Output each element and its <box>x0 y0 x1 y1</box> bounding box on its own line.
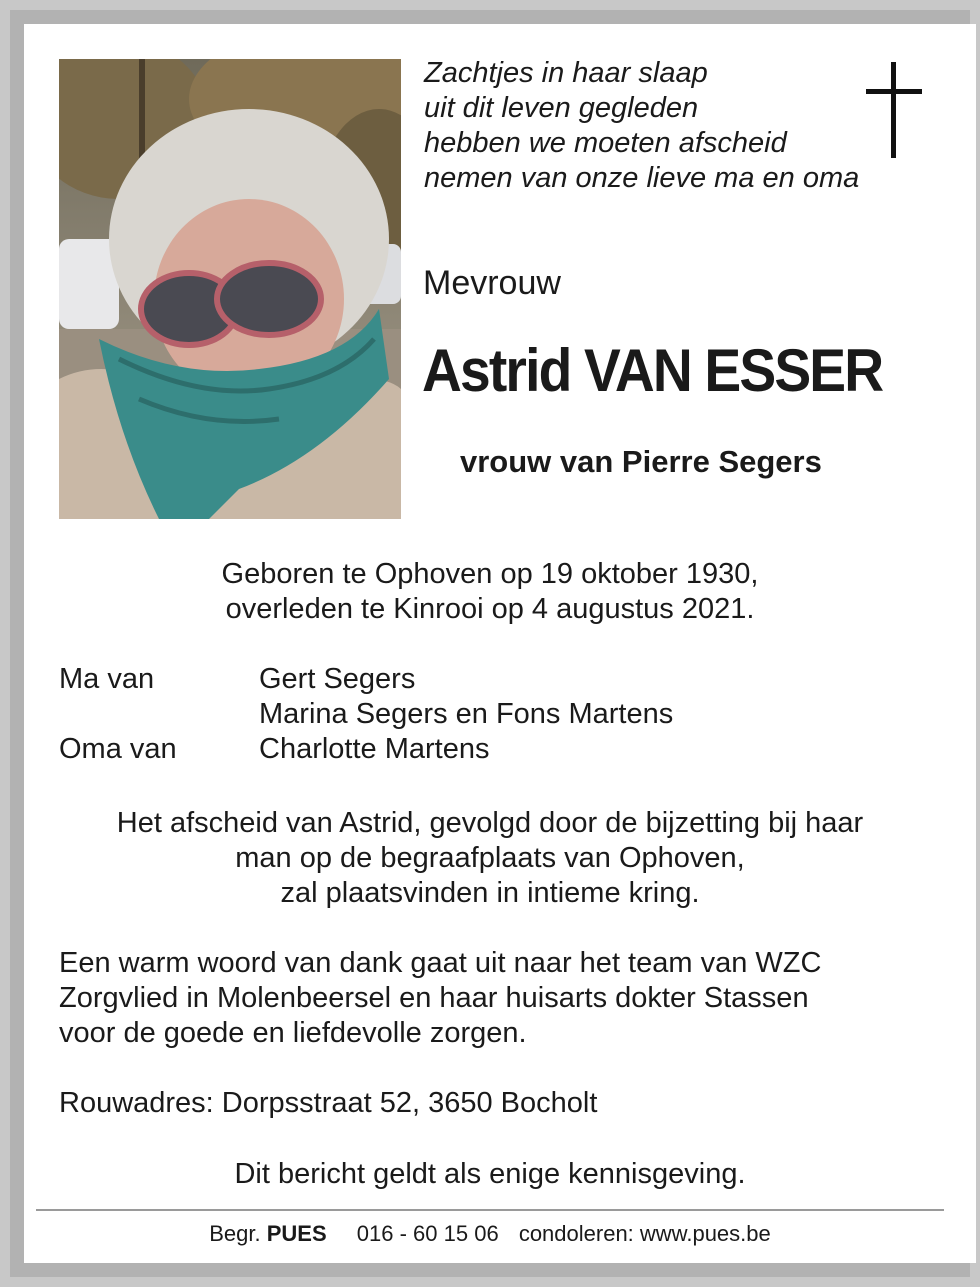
thanks-line: Zorgvlied in Molenbeersel en haar huisarts dokter Stassen <box>59 982 809 1014</box>
undertaker-prefix: Begr. <box>209 1221 261 1246</box>
thanks-line: voor de goede en liefdevolle zorgen. <box>59 1017 527 1049</box>
family-member: Gert Segers <box>259 663 416 695</box>
farewell-line: Het afscheid van Astrid, gevolgd door de bijzetting bij haar <box>116 807 864 839</box>
thanks-text <box>59 946 939 1051</box>
poem-line: nemen van onze lieve ma en oma <box>424 162 860 194</box>
family-role: Oma van <box>59 733 177 765</box>
footer <box>24 1220 956 1248</box>
farewell-line: man op de begraafplaats van Ophoven, <box>235 842 745 874</box>
salutation: Mevrouw <box>423 264 561 302</box>
family-member: Charlotte Martens <box>259 733 490 765</box>
family-row <box>59 662 673 697</box>
poem-line: Zachtjes in haar slaap <box>424 57 708 89</box>
birth-death-info <box>24 557 956 627</box>
spouse-line: vrouw van Pierre Segers <box>460 444 822 479</box>
deceased-name: Astrid VAN ESSER <box>422 337 883 404</box>
birth-line: Geboren te Ophoven op 19 oktober 1930, <box>221 558 759 590</box>
poem <box>424 56 904 196</box>
family-row <box>59 697 673 732</box>
portrait-photo <box>59 59 401 519</box>
cross-icon <box>866 62 922 158</box>
family-list <box>59 662 673 767</box>
footer-divider <box>36 1209 944 1211</box>
mourning-address: Rouwadres: Dorpsstraat 52, 3650 Bocholt <box>59 1087 598 1119</box>
family-member: Marina Segers en Fons Martens <box>259 698 674 730</box>
family-row <box>59 732 673 767</box>
obituary-card <box>24 24 976 1263</box>
family-role <box>59 697 259 732</box>
undertaker <box>209 1221 326 1246</box>
farewell-text <box>24 806 956 911</box>
poem-line: uit dit leven gegleden <box>424 92 699 124</box>
thanks-line: Een warm woord van dank gaat uit naar het team van WZC <box>59 947 822 979</box>
undertaker-name: PUES <box>266 1221 327 1246</box>
phone-number[interactable]: 016 - 60 15 06 <box>356 1221 499 1246</box>
family-role: Ma van <box>59 663 155 695</box>
condolence-link[interactable]: condoleren: www.pues.be <box>518 1221 771 1246</box>
poem-line: hebben we moeten afscheid <box>424 127 787 159</box>
notice-text: Dit bericht geldt als enige kennisgeving. <box>234 1158 746 1190</box>
death-line: overleden te Kinrooi op 4 augustus 2021. <box>225 593 755 625</box>
farewell-line: zal plaatsvinden in intieme kring. <box>280 877 700 909</box>
